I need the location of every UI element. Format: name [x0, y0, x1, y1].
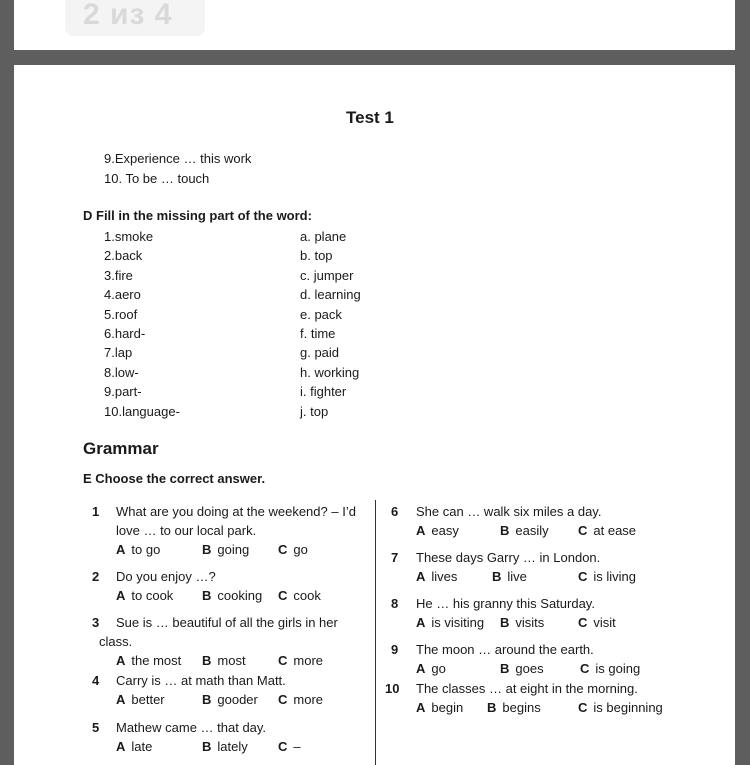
option-text: begins	[502, 700, 541, 715]
section-e-heading: E Choose the correct answer.	[83, 471, 266, 486]
option-letter: B	[500, 615, 510, 630]
option-text: go	[293, 542, 308, 557]
answer-option[interactable]	[202, 542, 249, 557]
option-letter: C	[278, 542, 288, 557]
match-item-right: j. top	[300, 404, 329, 419]
option-letter: A	[416, 569, 426, 584]
option-letter: A	[116, 739, 126, 754]
question-text: She can … walk six miles a day.	[416, 504, 602, 519]
match-item-left: 10.language-	[104, 404, 180, 419]
document-page	[14, 65, 735, 765]
question-number: 9	[391, 642, 399, 657]
option-letter: A	[116, 542, 126, 557]
answer-option[interactable]	[202, 692, 258, 707]
option-text: going	[217, 542, 250, 557]
option-letter: C	[578, 700, 588, 715]
question-number: 8	[391, 596, 399, 611]
option-letter: A	[116, 692, 126, 707]
prev-item: 10. To be … touch	[104, 171, 210, 186]
option-letter: B	[202, 692, 212, 707]
answer-option[interactable]	[416, 700, 463, 715]
question-number: 5	[92, 720, 100, 735]
match-item-right: c. jumper	[300, 268, 354, 283]
option-text: easy	[431, 523, 459, 538]
option-text: cook	[293, 588, 321, 603]
option-letter: A	[116, 588, 126, 603]
question-number: 1	[92, 504, 100, 519]
match-item-right: a. plane	[300, 229, 347, 244]
answer-option[interactable]	[416, 615, 484, 630]
option-text: is beginning	[593, 700, 663, 715]
answer-option[interactable]	[116, 542, 160, 557]
answer-option[interactable]	[202, 588, 262, 603]
question-text: Mathew came … that day.	[116, 720, 267, 735]
question-number: 4	[92, 673, 100, 688]
match-item-left: 5.roof	[104, 307, 138, 322]
answer-option[interactable]	[416, 661, 446, 676]
match-item-left: 7.lap	[104, 345, 133, 360]
match-item-left: 2.back	[104, 248, 143, 263]
match-item-left: 1.smoke	[104, 229, 154, 244]
question-text: What are you doing at the weekend? – I’d	[116, 504, 356, 519]
answer-option[interactable]	[116, 588, 173, 603]
option-letter: B	[202, 588, 212, 603]
option-text: the most	[131, 653, 182, 668]
answer-option[interactable]	[487, 700, 541, 715]
option-letter: B	[492, 569, 502, 584]
option-letter: C	[278, 739, 288, 754]
answer-option[interactable]	[116, 692, 165, 707]
option-text: easily	[515, 523, 549, 538]
answer-option[interactable]	[278, 542, 308, 557]
option-text: is going	[595, 661, 641, 676]
option-text: lives	[431, 569, 458, 584]
question-text: Carry is … at math than Matt.	[116, 673, 286, 688]
answer-option[interactable]	[202, 653, 246, 668]
answer-option[interactable]	[500, 661, 544, 676]
option-text: is visiting	[431, 615, 485, 630]
option-text: visit	[593, 615, 616, 630]
answer-option[interactable]	[578, 615, 616, 630]
option-text: to go	[131, 542, 161, 557]
answer-option[interactable]	[500, 615, 544, 630]
option-text: at ease	[593, 523, 637, 538]
question-number: 7	[391, 550, 399, 565]
question-number: 2	[92, 569, 100, 584]
option-letter: C	[580, 661, 590, 676]
option-letter: C	[278, 588, 288, 603]
answer-option[interactable]	[578, 700, 663, 715]
option-text: goes	[515, 661, 544, 676]
match-item-right: b. top	[300, 248, 333, 263]
option-text: visits	[515, 615, 545, 630]
page-indicator-text: 2 из 4	[83, 0, 173, 31]
option-text: to cook	[131, 588, 174, 603]
option-letter: A	[416, 661, 426, 676]
match-item-left: 6.hard-	[104, 326, 146, 341]
answer-option[interactable]	[278, 692, 323, 707]
option-text: more	[293, 692, 324, 707]
option-letter: B	[202, 542, 212, 557]
previous-page	[14, 0, 735, 50]
option-letter: A	[416, 523, 426, 538]
answer-option[interactable]	[278, 739, 301, 754]
test-title: Test 1	[346, 108, 394, 127]
option-text: late	[131, 739, 153, 754]
question-text: class.	[99, 634, 133, 649]
match-item-right: i. fighter	[300, 384, 347, 399]
option-letter: C	[578, 615, 588, 630]
question-text: He … his granny this Saturday.	[416, 596, 595, 611]
option-text: lately	[217, 739, 248, 754]
option-letter: B	[487, 700, 497, 715]
answer-option[interactable]	[416, 523, 459, 538]
match-item-right: e. pack	[300, 307, 342, 322]
grammar-heading: Grammar	[83, 439, 159, 458]
match-item-left: 8.low-	[104, 365, 139, 380]
match-item-right: d. learning	[300, 287, 361, 302]
answer-option[interactable]	[278, 588, 321, 603]
option-letter: C	[278, 692, 288, 707]
match-item-left: 3.fire	[104, 268, 133, 283]
match-item-right: g. paid	[300, 345, 340, 360]
match-item-right: f. time	[300, 326, 336, 341]
question-number: 3	[92, 615, 100, 630]
page-indicator	[65, 0, 205, 36]
option-text: better	[131, 692, 165, 707]
question-text: love … to our local park.	[116, 523, 257, 538]
option-letter: C	[578, 569, 588, 584]
answer-option[interactable]	[116, 739, 152, 754]
match-item-left: 4.aero	[104, 287, 141, 302]
match-item-left: 9.part-	[104, 384, 142, 399]
option-letter: B	[500, 523, 510, 538]
question-number: 10	[385, 681, 400, 696]
match-item-right: h. working	[300, 365, 360, 380]
option-text: live	[507, 569, 527, 584]
question-text: Do you enjoy …?	[116, 569, 216, 584]
answer-option[interactable]	[500, 523, 549, 538]
option-letter: C	[278, 653, 288, 668]
option-letter: C	[578, 523, 588, 538]
option-letter: A	[116, 653, 126, 668]
option-text: more	[293, 653, 324, 668]
question-text: Sue is … beautiful of all the girls in her	[116, 615, 338, 630]
question-number: 6	[391, 504, 399, 519]
option-text: is living	[593, 569, 637, 584]
option-text: –	[293, 739, 301, 754]
answer-option[interactable]	[116, 653, 181, 668]
question-text: These days Garry … in London.	[416, 550, 601, 565]
question-text: The classes … at eight in the morning.	[416, 681, 638, 696]
option-letter: B	[202, 739, 212, 754]
answer-option[interactable]	[278, 653, 323, 668]
option-text: begin	[431, 700, 464, 715]
option-letter: A	[416, 615, 426, 630]
option-text: cooking	[217, 588, 263, 603]
column-divider	[375, 500, 376, 765]
prev-item: 9.Experience … this work	[104, 151, 252, 166]
answer-option[interactable]	[578, 523, 636, 538]
question-text: The moon … around the earth.	[416, 642, 594, 657]
answer-option[interactable]	[492, 569, 527, 584]
option-letter: A	[416, 700, 426, 715]
answer-option[interactable]	[416, 569, 457, 584]
answer-option[interactable]	[202, 739, 248, 754]
answer-option[interactable]	[578, 569, 636, 584]
answer-option[interactable]	[580, 661, 640, 676]
option-text: most	[217, 653, 246, 668]
option-text: gooder	[217, 692, 258, 707]
section-d-heading: D Fill in the missing part of the word:	[83, 208, 312, 223]
option-letter: B	[500, 661, 510, 676]
option-text: go	[431, 661, 446, 676]
option-letter: B	[202, 653, 212, 668]
